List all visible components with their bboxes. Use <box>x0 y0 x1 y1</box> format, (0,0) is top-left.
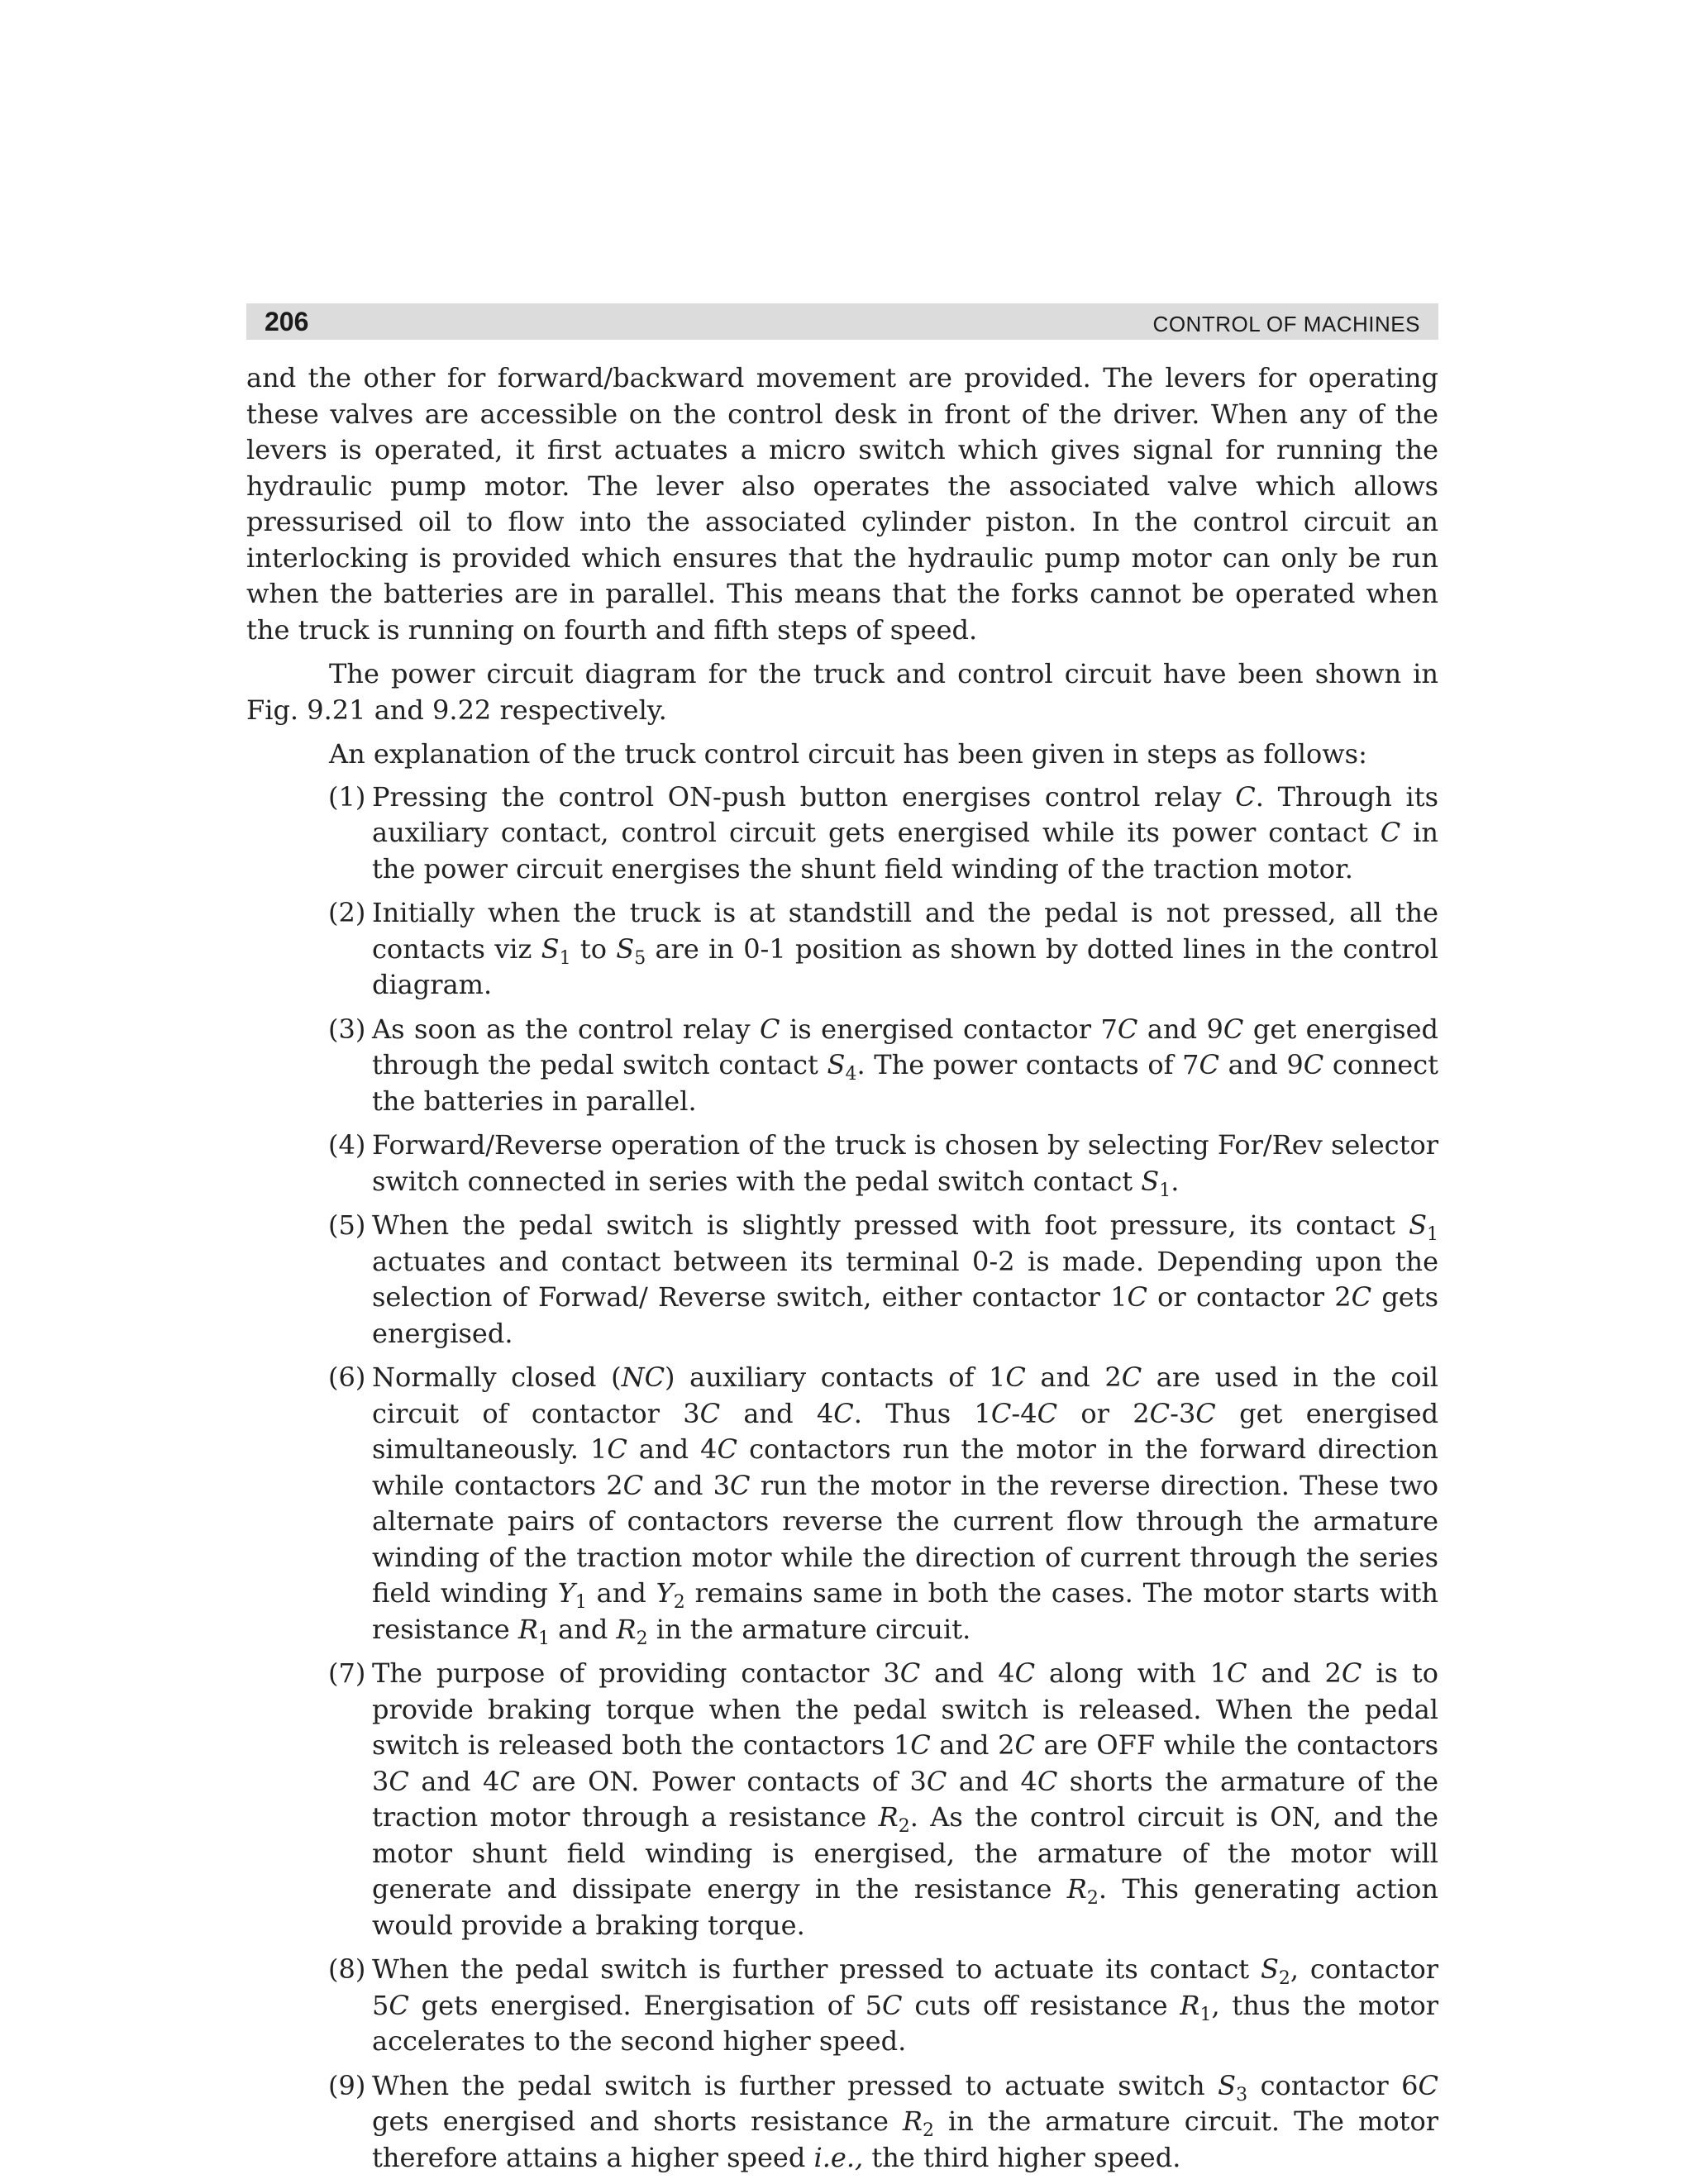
text-run: and 4 <box>947 1765 1037 1797</box>
text-run: and <box>586 1577 656 1609</box>
text-run: . The power contacts of 7 <box>856 1049 1199 1080</box>
text-run: Normally closed ( <box>372 1361 622 1393</box>
subscript: 2 <box>898 1816 910 1837</box>
text-run: and 9 <box>1137 1013 1223 1045</box>
italic-symbol: C <box>1351 1281 1372 1313</box>
text-run: . Through its auxiliary contact, control circuit gets energised while its power contact <box>372 780 1439 848</box>
text-run: and 3 <box>643 1469 731 1501</box>
text-run: or 2 <box>1057 1397 1150 1429</box>
subscript: 1 <box>559 947 571 969</box>
text-run: Initially when the truck is at standstill and the pedal is not pressed, all the contacts viz <box>372 897 1438 965</box>
subscript: 2 <box>636 1628 648 1649</box>
italic-symbol: C <box>926 1765 947 1797</box>
page-body <box>246 360 1438 2184</box>
italic-symbol: R <box>902 2105 923 2137</box>
subscript: 1 <box>537 1628 550 1649</box>
text-run: Forward/Reverse operation of the truck is chosen by selecting For/Rev selector switch connected in series with the pedal switch contact <box>372 1129 1438 1197</box>
text-run: . This generating action would provide a braking torque. <box>372 1873 1439 1941</box>
step-item <box>246 1208 1438 1352</box>
italic-symbol: R <box>1180 1989 1200 2021</box>
step-number: (9) <box>328 2069 366 2101</box>
text-run: and 2 <box>1247 1657 1342 1689</box>
italic-symbol: Y <box>557 1577 575 1609</box>
step-text <box>372 1361 1439 1649</box>
text-run: -4 <box>1011 1397 1037 1429</box>
step-item <box>246 1360 1438 1648</box>
page-number: 206 <box>265 307 309 336</box>
text-run: and <box>549 1613 617 1645</box>
step-text <box>372 2070 1438 2173</box>
step-number: (2) <box>328 897 366 928</box>
italic-symbol: C <box>1005 1361 1026 1393</box>
italic-symbol: C <box>990 1397 1012 1429</box>
text-run: -3 <box>1170 1397 1196 1429</box>
italic-symbol: C <box>1303 1049 1324 1080</box>
italic-symbol: R <box>878 1801 899 1833</box>
text-run: gets energised. Energisation of 5 <box>408 1989 883 2021</box>
step-item <box>246 780 1438 888</box>
text-run: When the pedal switch is further pressed to actuate its contact <box>372 1953 1261 1985</box>
text-run: shorts the armature of the traction motor through a resistance <box>372 1765 1439 1833</box>
step-text <box>372 1013 1438 1117</box>
text-run: connect the batteries in parallel. <box>372 1049 1439 1117</box>
text-run: in the armature circuit. The motor therefore attains a higher speed <box>372 2105 1438 2173</box>
italic-symbol: C <box>1199 1049 1219 1080</box>
italic-symbol: C <box>1380 817 1401 848</box>
step-item <box>246 1128 1438 1199</box>
text-run: gets energised. <box>372 1281 1439 1349</box>
italic-symbol: C <box>699 1397 721 1429</box>
text-run: to <box>570 932 617 965</box>
italic-symbol: C <box>1014 1729 1035 1761</box>
italic-symbol: S <box>541 932 560 965</box>
text-run: . Thus 1 <box>853 1397 991 1429</box>
italic-symbol: Y <box>656 1577 674 1609</box>
italic-symbol: S <box>1260 1953 1279 1985</box>
step-item <box>246 1952 1438 2060</box>
text-run: or contactor 2 <box>1147 1281 1352 1313</box>
text-run: run the motor in the reverse direction. These two alternate pairs of contactors reverse the current flow through the armature winding of the traction motor while the direction of current through the series field winding <box>372 1469 1439 1609</box>
text-run: , contactor 5 <box>372 1953 1438 2021</box>
italic-symbol: S <box>827 1049 846 1080</box>
text-run: actuates and contact between its terminal 0-2 is made. Depending upon the selection of Forwad/ Reverse switch, either contactor 1 <box>372 1245 1438 1313</box>
step-item <box>246 2068 1438 2177</box>
italic-symbol: R <box>1066 1873 1087 1905</box>
text-run: , thus the motor accelerates to the second higher speed. <box>372 1989 1439 2057</box>
italic-symbol: C <box>389 1765 409 1797</box>
italic-symbol: C <box>910 1729 931 1761</box>
step-number: (8) <box>328 1953 366 1985</box>
step-text <box>372 781 1438 885</box>
italic-symbol: C <box>1149 1397 1171 1429</box>
italic-symbol: C <box>1037 1765 1058 1797</box>
italic-symbol: C <box>607 1433 627 1465</box>
text-run: in the armature circuit. <box>647 1613 971 1645</box>
text-run: . As the control circuit is ON, and the motor shunt field winding is energised, the armature of the motor will generate and dissipate energy in the resistance <box>372 1801 1439 1905</box>
text-run: When the pedal switch is slightly pressed with foot pressure, its contact <box>372 1209 1409 1241</box>
italic-symbol: C <box>730 1469 751 1501</box>
italic-symbol: C <box>833 1397 854 1429</box>
italic-symbol: C <box>389 1989 409 2021</box>
subscript: 1 <box>575 1592 587 1613</box>
italic-symbol: C <box>499 1765 520 1797</box>
running-head: CONTROL OF MACHINES <box>1152 312 1420 336</box>
step-item <box>246 1012 1438 1120</box>
subscript: 1 <box>1199 2004 1212 2025</box>
text-run: the third higher speed. <box>863 2141 1181 2173</box>
paragraph-steps-intro: An explanation of the truck control circuit has been given in steps as follows: <box>329 738 1367 770</box>
italic-symbol: C <box>1037 1397 1058 1429</box>
text-run: and 2 <box>1025 1361 1122 1393</box>
subscript: 1 <box>1159 1180 1171 1201</box>
text-run: and 4 <box>627 1433 718 1465</box>
italic-symbol: C <box>1418 2069 1439 2101</box>
step-number: (7) <box>328 1657 366 1689</box>
text-run: get energised simultaneously. 1 <box>372 1397 1439 1465</box>
step-number: (4) <box>328 1129 366 1161</box>
step-number: (5) <box>328 1209 366 1241</box>
step-text <box>372 1209 1438 1349</box>
text-run: are OFF while the contactors 3 <box>372 1729 1439 1797</box>
subscript: 4 <box>845 1064 857 1085</box>
subscript: 2 <box>1278 1968 1290 1989</box>
text-run: contactors run the motor in the forward direction while contactors 2 <box>372 1433 1439 1501</box>
text-run: and 4 <box>920 1657 1015 1689</box>
text-run: are ON. Power contacts of 3 <box>519 1765 927 1797</box>
step-number: (6) <box>328 1361 366 1393</box>
text-run: . <box>1171 1165 1180 1197</box>
italic-symbol: C <box>1195 1397 1216 1429</box>
subscript: 2 <box>673 1592 685 1613</box>
italic-symbol: C <box>760 1013 780 1045</box>
text-run: and 4 <box>408 1765 500 1797</box>
italic-symbol: C <box>1223 1013 1244 1045</box>
text-run: gets energised and shorts resistance <box>372 2105 903 2137</box>
text-run: in the power circuit energises the shunt field winding of the traction motor. <box>372 817 1439 885</box>
subscript: 3 <box>1236 2084 1248 2105</box>
text-run: is energised contactor 7 <box>780 1013 1118 1045</box>
text-run: and 9 <box>1218 1049 1304 1080</box>
paragraph-figure-reference: The power circuit diagram for the truck and control circuit have been shown in Fig. 9.21 and 9.22 respectively. <box>246 658 1438 726</box>
step-number: (1) <box>328 780 366 813</box>
italic-symbol: S <box>1141 1165 1160 1197</box>
italic-symbol: C <box>1235 780 1256 813</box>
text-run: ) auxiliary contacts of 1 <box>665 1361 1006 1393</box>
italic-symbol: S <box>1218 2069 1237 2101</box>
subscript: 1 <box>1427 1224 1438 1245</box>
italic-symbol: C <box>1014 1657 1036 1689</box>
text-run: contactor 6 <box>1247 2069 1419 2101</box>
italic-symbol: S <box>1409 1209 1427 1241</box>
italic-symbol: S <box>616 932 635 965</box>
text-run: are used in the coil circuit of contactor 3 <box>372 1361 1439 1429</box>
italic-symbol: C <box>1117 1013 1138 1045</box>
italic-symbol: NC <box>621 1361 665 1393</box>
italic-symbol: C <box>899 1657 921 1689</box>
page-header <box>246 303 1438 340</box>
subscript: 2 <box>1086 1888 1099 1909</box>
step-text <box>372 1953 1438 2057</box>
step-text <box>372 1129 1438 1201</box>
text-run: As soon as the control relay <box>372 1013 761 1045</box>
text-run: and 2 <box>930 1729 1015 1761</box>
step-number: (3) <box>328 1013 366 1045</box>
italic-symbol: R <box>616 1613 637 1645</box>
text-run: are in 0-1 position as shown by dotted lines in the control diagram. <box>372 932 1439 1000</box>
step-text <box>372 897 1438 1000</box>
subscript: 2 <box>922 2120 934 2141</box>
text-run: Pressing the control ON-push button energises control relay <box>372 780 1236 813</box>
italic-symbol: C <box>1341 1657 1362 1689</box>
text-run: get energised through the pedal switch contact <box>372 1013 1439 1080</box>
italic-symbol: C <box>622 1469 644 1501</box>
paragraph-continued: and the other for forward/backward movement are provided. The levers for operating these valves are accessible on the control desk in front of the driver. When any of the levers is operated, it first actuates a micro switch which gives signal for running the hydraulic pump motor. The lever also operates the associated valve which allows pressurised oil to flow into the associated cylinder piston. In the control circuit an interlocking is provided which ensures that the hydraulic pump motor can only be run when the batteries are in parallel. This means that the forks cannot be operated when the truck is running on fourth and fifth steps of speed. <box>246 362 1438 646</box>
italic-symbol: C <box>1227 1657 1247 1689</box>
text-run: and 4 <box>720 1397 834 1429</box>
text-run: The purpose of providing contactor 3 <box>372 1657 900 1689</box>
step-item <box>246 1656 1438 1943</box>
step-item <box>246 895 1438 1004</box>
italic-symbol: C <box>882 1989 903 2021</box>
text-run: When the pedal switch is further pressed to actuate switch <box>372 2069 1218 2101</box>
italic-symbol: i.e., <box>813 2141 864 2173</box>
step-text <box>372 1657 1438 1941</box>
text-run: along with 1 <box>1035 1657 1228 1689</box>
text-run: cuts off resistance <box>902 1989 1180 2021</box>
subscript: 5 <box>634 947 646 969</box>
italic-symbol: C <box>717 1433 738 1465</box>
text-run: is to provide braking torque when the pedal switch is released. When the pedal switch is released both the contactors 1 <box>372 1657 1439 1761</box>
italic-symbol: R <box>517 1613 538 1645</box>
italic-symbol: C <box>1127 1281 1147 1313</box>
italic-symbol: C <box>1121 1361 1142 1393</box>
steps-list <box>246 780 1438 2177</box>
text-run: remains same in both the cases. The motor starts with resistance <box>372 1577 1439 1645</box>
